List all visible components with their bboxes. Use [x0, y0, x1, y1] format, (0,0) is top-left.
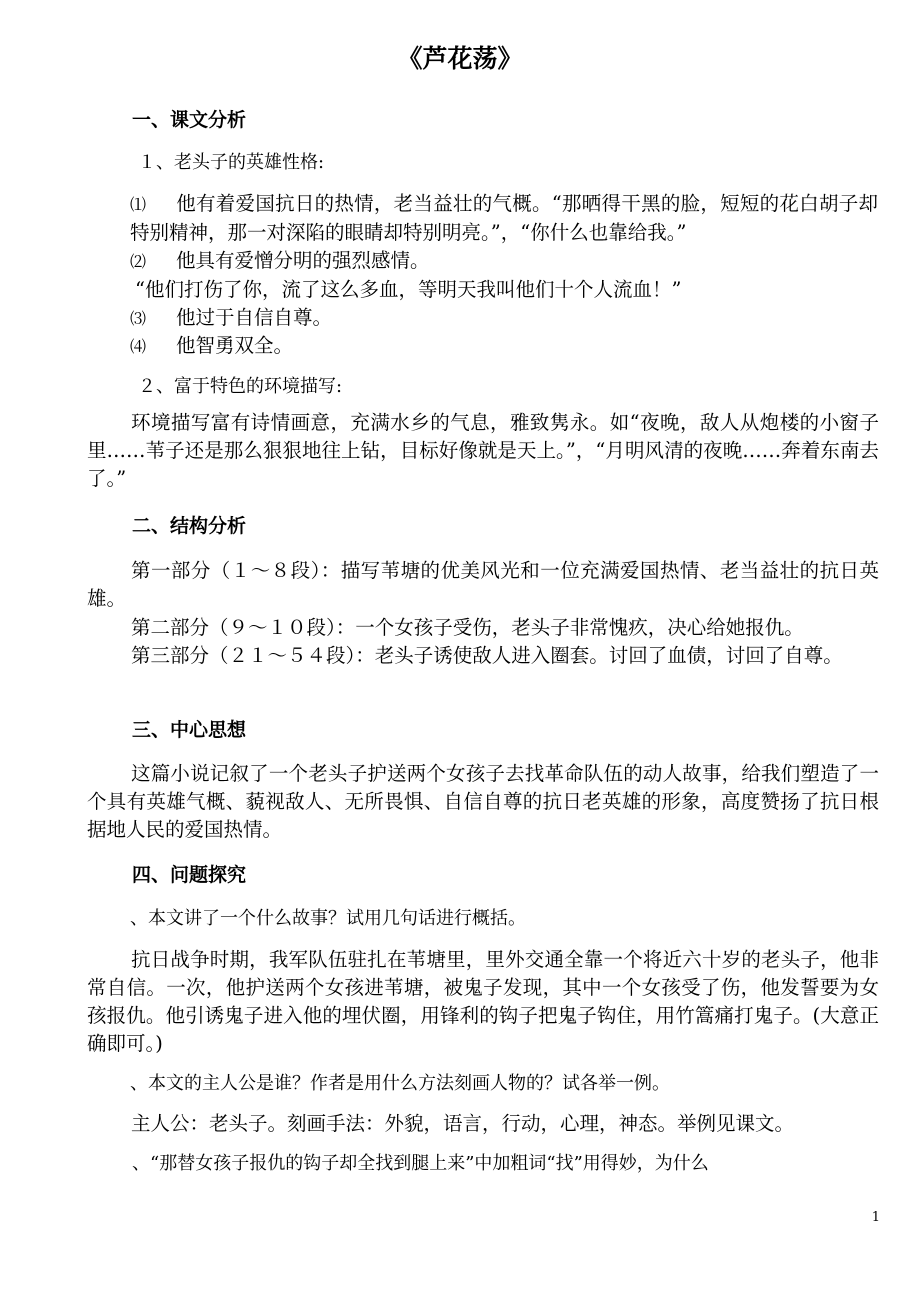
item-number: ⑶ — [130, 309, 147, 328]
item-text: 他过于自信自尊。 — [176, 306, 333, 329]
question-3: 、“那替女孩子报仇的钩子却全找到腿上来”中加粗词“找”用得妙，为什么 — [132, 1153, 709, 1174]
item-text: 他具有爱憎分明的强烈感情。 — [176, 249, 430, 272]
page-title: 《芦花荡》 — [397, 44, 523, 73]
answer-1: 抗日战争时期，我军队伍驻扎在苇塘里，里外交通全靠一个将近六十岁的老头子，他非常自信。一次，他护送两个女孩进苇塘，被鬼子发现，其中一个女孩受了伤，他发誓要为女孩报仇。他引诱鬼子进入他的埋伏圈，用锋利的钩子把鬼子钩住，用竹篙痛打鬼子。(大意正确即可。) — [87, 948, 879, 1055]
item-number: ⑴ — [130, 195, 147, 214]
subheading-hero-character: １、老头子的英雄性格: — [138, 152, 325, 173]
item-number: ⑵ — [130, 252, 147, 271]
section-heading-analysis: 一、课文分析 — [132, 109, 247, 131]
structure-part-1: 第一部分（１～８段）：描写苇塘的优美风光和一位充满爱国热情、老当益壮的抗日英雄。 — [87, 559, 879, 610]
section-heading-questions: 四、问题探究 — [132, 864, 247, 886]
question-1: 、本文讲了一个什么故事？试用几句话进行概括。 — [130, 908, 526, 929]
item-4 — [130, 332, 293, 361]
item-2-quote: “他们打伤了你，流了这么多血，等明天我叫他们十个人流血！” — [135, 278, 682, 301]
item-text: 他有着爱国抗日的热情，老当益壮的气概。“那晒得干黑的脸，短短的花白胡子却特别精神，那一对深陷的眼睛却特别明亮。”，“你什么也靠给我。” — [130, 192, 878, 244]
structure-part-2: 第二部分（９～１０段）：一个女孩子受伤，老头子非常愧疚，决心给她报仇。 — [131, 616, 804, 639]
subheading-environment: ２、富于特色的环境描写: — [138, 376, 343, 397]
environment-paragraph: 环境描写富有诗情画意，充满水乡的气息，雅致隽永。如“夜晚，敌人从炮楼的小窗子里……苇子还是那么狠狠地往上钻，目标好像就是天上。”，“月明风清的夜晚……奔着东南去了。” — [87, 411, 879, 490]
section-heading-central-idea: 三、中心思想 — [132, 719, 247, 741]
section-heading-structure: 二、结构分析 — [132, 515, 247, 537]
answer-2: 主人公：老头子。刻画手法：外貌，语言，行动，心理，神态。举例见课文。 — [131, 1112, 795, 1135]
structure-part-3: 第三部分（２１～５４段）：老头子诱使敌人进入圈套。讨回了血债，讨回了自尊。 — [131, 644, 843, 667]
page-number: 1 — [871, 1210, 880, 1225]
item-2 — [130, 247, 430, 276]
central-idea-paragraph: 这篇小说记叙了一个老头子护送两个女孩子去找革命队伍的动人故事，给我们塑造了一个具有英雄气概、藐视敌人、无所畏惧、自信自尊的抗日老英雄的形象，高度赞扬了抗日根据地人民的爱国热情。 — [87, 762, 879, 841]
item-3 — [130, 304, 332, 333]
question-2: 、本文的主人公是谁？作者是用什么方法刻画人物的？试各举一例。 — [130, 1073, 670, 1094]
item-number: ⑷ — [130, 337, 147, 356]
item-1 — [130, 190, 878, 247]
item-text: 他智勇双全。 — [176, 334, 294, 357]
